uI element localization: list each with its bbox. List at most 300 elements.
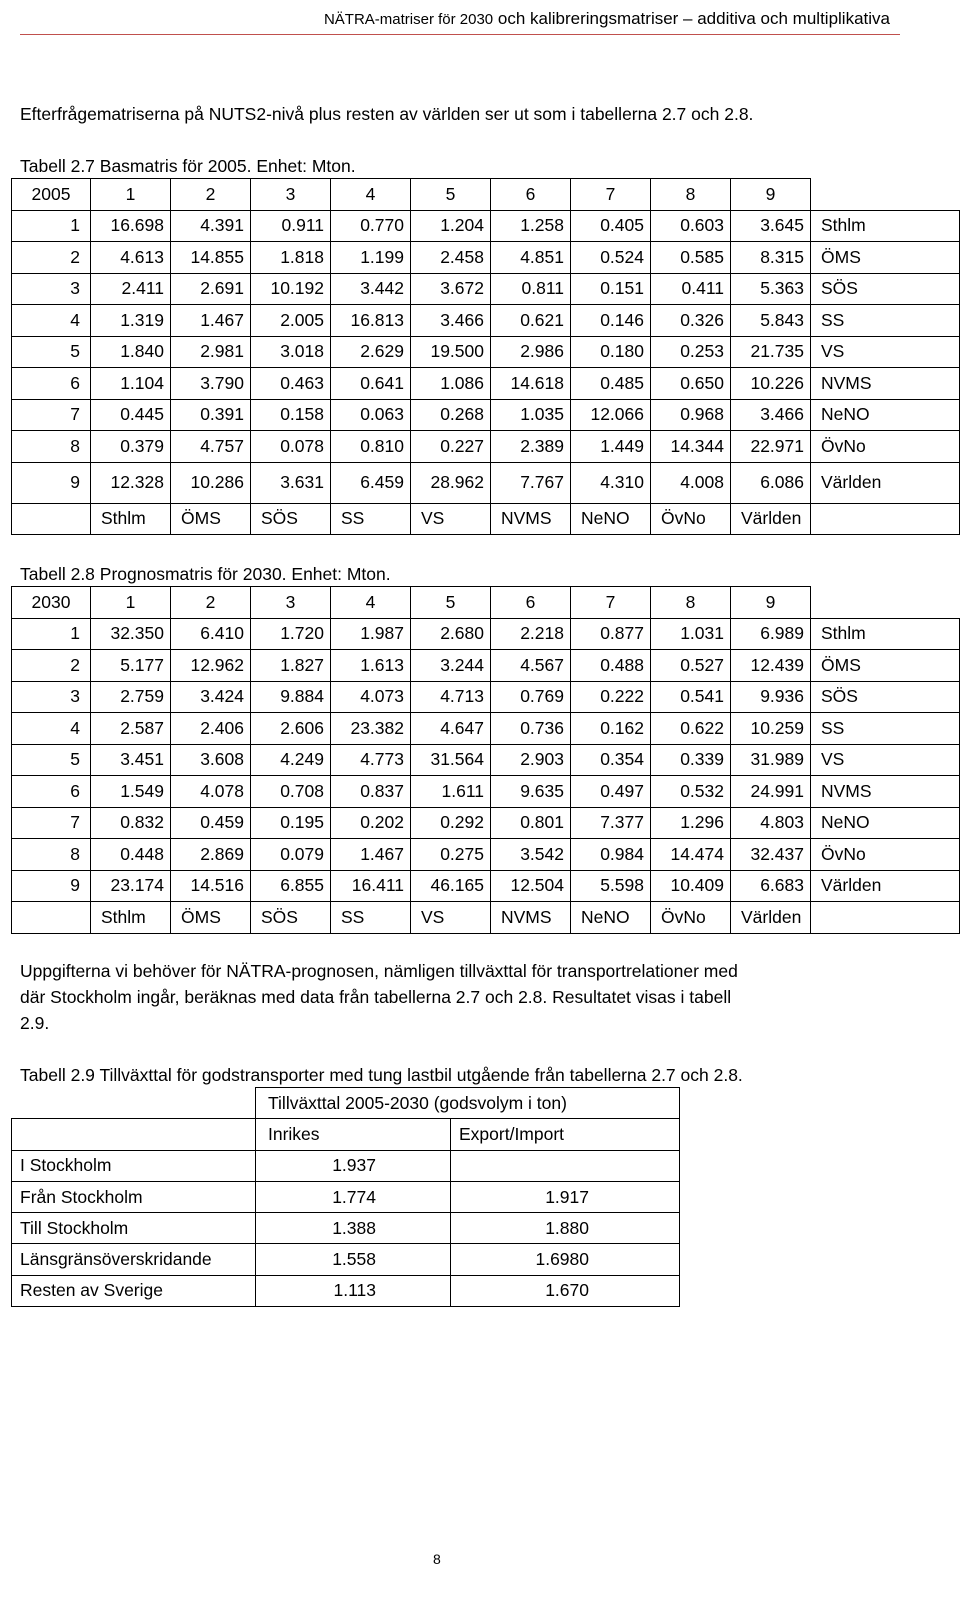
column-label: ÖMS <box>171 503 251 535</box>
table-row <box>12 1181 680 1212</box>
column-header: 2 <box>171 179 251 211</box>
table-cell: 0.524 <box>571 242 651 274</box>
inrikes-value: 1.774 <box>256 1181 451 1212</box>
row-header: 7 <box>12 807 91 839</box>
table-cell: 0.292 <box>411 807 491 839</box>
row-label: NVMS <box>811 368 960 400</box>
table-row <box>12 807 960 839</box>
empty-cell <box>811 902 960 934</box>
column-label: SS <box>331 902 411 934</box>
table-cell: 8.315 <box>731 242 811 274</box>
table-cell: 4.851 <box>491 242 571 274</box>
table-cell: 0.968 <box>651 399 731 431</box>
column-label: SÖS <box>251 902 331 934</box>
table-cell: 4.391 <box>171 210 251 242</box>
table-cell: 2.986 <box>491 336 571 368</box>
row-header: 6 <box>12 776 91 808</box>
table-2-9-caption: Tabell 2.9 Tillväxttal för godstransporter med tung lastbil utgående från tabellerna 2.7 och 2.8. <box>20 1065 743 1085</box>
table-cell: 2.218 <box>491 618 571 650</box>
empty-cell <box>12 1088 256 1119</box>
table-cell: 32.350 <box>91 618 171 650</box>
table-cell: 4.803 <box>731 807 811 839</box>
table-cell: 9.884 <box>251 681 331 713</box>
column-label: VS <box>411 503 491 535</box>
row-label: Resten av Sverige <box>12 1275 256 1306</box>
table-cell: 0.158 <box>251 399 331 431</box>
table-cell: 6.855 <box>251 870 331 902</box>
empty-cell <box>12 1119 256 1150</box>
column-header: 8 <box>651 587 731 619</box>
table-cell: 4.008 <box>651 462 731 503</box>
table-row <box>12 368 960 400</box>
table-cell: 0.770 <box>331 210 411 242</box>
table-cell: 0.391 <box>171 399 251 431</box>
column-header: 7 <box>571 587 651 619</box>
table-2-9-body <box>12 1088 680 1307</box>
row-label: SS <box>811 713 960 745</box>
row-header: 6 <box>12 368 91 400</box>
table-cell: 0.984 <box>571 839 651 871</box>
table-cell: 0.063 <box>331 399 411 431</box>
table-cell: 12.504 <box>491 870 571 902</box>
table-cell: 12.328 <box>91 462 171 503</box>
table-cell: 16.813 <box>331 305 411 337</box>
table-cell: 1.467 <box>331 839 411 871</box>
table-cell: 0.736 <box>491 713 571 745</box>
column-header: 4 <box>331 179 411 211</box>
export-import-value: 1.670 <box>451 1275 680 1306</box>
row-label: Världen <box>811 870 960 902</box>
table-cell: 0.354 <box>571 744 651 776</box>
paragraph-line-2: där Stockholm ingår, beräknas med data från tabellerna 2.7 och 2.8. Resultatet visas i tabell <box>20 987 732 1007</box>
table-cell: 3.451 <box>91 744 171 776</box>
column-label: NeNO <box>571 902 651 934</box>
table-cell: 4.757 <box>171 431 251 463</box>
header-rule <box>20 34 900 35</box>
row-header: 1 <box>12 618 91 650</box>
table-cell: 3.608 <box>171 744 251 776</box>
header-title <box>324 9 890 29</box>
table-cell: 2.903 <box>491 744 571 776</box>
table-cell: 6.989 <box>731 618 811 650</box>
table-2-9-header-row <box>12 1119 680 1150</box>
row-label: SS <box>811 305 960 337</box>
table-cell: 0.162 <box>571 713 651 745</box>
table-cell: 9.936 <box>731 681 811 713</box>
table-cell: 0.405 <box>571 210 651 242</box>
table-cell: 5.843 <box>731 305 811 337</box>
page-header <box>0 0 960 36</box>
row-header: 5 <box>12 744 91 776</box>
column-header: 6 <box>491 179 571 211</box>
column-header: 8 <box>651 179 731 211</box>
row-label: NVMS <box>811 776 960 808</box>
table-row <box>12 399 960 431</box>
table-2-7 <box>11 178 960 535</box>
column-header: 5 <box>411 587 491 619</box>
table-2-9 <box>11 1087 680 1307</box>
table-cell: 0.339 <box>651 744 731 776</box>
table-cell: 0.877 <box>571 618 651 650</box>
column-header: 6 <box>491 587 571 619</box>
table-cell: 3.244 <box>411 650 491 682</box>
table-cell: 22.971 <box>731 431 811 463</box>
table-cell: 0.811 <box>491 273 571 305</box>
table-row <box>12 305 960 337</box>
table-cell: 2.869 <box>171 839 251 871</box>
table-cell: 2.458 <box>411 242 491 274</box>
column-header: 3 <box>251 179 331 211</box>
table-cell: 16.698 <box>91 210 171 242</box>
export-import-value <box>451 1150 680 1181</box>
table-cell: 0.532 <box>651 776 731 808</box>
empty-cell <box>811 179 960 211</box>
table-cell: 16.411 <box>331 870 411 902</box>
table-cell: 0.622 <box>651 713 731 745</box>
column-label: NVMS <box>491 902 571 934</box>
table-row <box>12 870 960 902</box>
table-2-8-body <box>12 587 960 934</box>
table-cell: 9.635 <box>491 776 571 808</box>
table-cell: 6.410 <box>171 618 251 650</box>
row-label: NeNO <box>811 807 960 839</box>
table-cell: 12.962 <box>171 650 251 682</box>
table-row <box>12 242 960 274</box>
row-label: Till Stockholm <box>12 1213 256 1244</box>
row-label: ÖMS <box>811 242 960 274</box>
table-cell: 1.613 <box>331 650 411 682</box>
table-cell: 2.606 <box>251 713 331 745</box>
column-header-inrikes: Inrikes <box>256 1119 451 1150</box>
header-row <box>12 587 960 619</box>
table-cell: 14.516 <box>171 870 251 902</box>
table-cell: 1.296 <box>651 807 731 839</box>
table-cell: 3.790 <box>171 368 251 400</box>
table-row <box>12 618 960 650</box>
table-cell: 1.611 <box>411 776 491 808</box>
table-row <box>12 462 960 503</box>
table-cell: 46.165 <box>411 870 491 902</box>
table-cell: 0.541 <box>651 681 731 713</box>
column-label: NeNO <box>571 503 651 535</box>
row-label: VS <box>811 744 960 776</box>
table-row <box>12 713 960 745</box>
table-cell: 32.437 <box>731 839 811 871</box>
table-cell: 0.326 <box>651 305 731 337</box>
row-header: 8 <box>12 839 91 871</box>
column-label: ÖMS <box>171 902 251 934</box>
table-cell: 0.411 <box>651 273 731 305</box>
column-header: 4 <box>331 587 411 619</box>
table-2-8-caption: Tabell 2.8 Prognosmatris för 2030. Enhet: Mton. <box>20 564 391 584</box>
table-cell: 1.549 <box>91 776 171 808</box>
table-cell: 6.683 <box>731 870 811 902</box>
table-cell: 1.467 <box>171 305 251 337</box>
table-cell: 0.708 <box>251 776 331 808</box>
row-header: 7 <box>12 399 91 431</box>
table-cell: 0.485 <box>571 368 651 400</box>
row-header: 9 <box>12 870 91 902</box>
table-row <box>12 1150 680 1181</box>
column-header: 1 <box>91 179 171 211</box>
table-cell: 19.500 <box>411 336 491 368</box>
table-cell: 1.258 <box>491 210 571 242</box>
inrikes-value: 1.937 <box>256 1150 451 1181</box>
table-cell: 0.151 <box>571 273 651 305</box>
row-header: 3 <box>12 681 91 713</box>
table-cell: 14.474 <box>651 839 731 871</box>
table-cell: 1.720 <box>251 618 331 650</box>
table-2-9-title-row <box>12 1088 680 1119</box>
table-cell: 0.268 <box>411 399 491 431</box>
table-cell: 10.226 <box>731 368 811 400</box>
paragraph-line-3: 2.9. <box>20 1013 50 1033</box>
table-cell: 7.377 <box>571 807 651 839</box>
table-cell: 4.713 <box>411 681 491 713</box>
table-cell: 1.031 <box>651 618 731 650</box>
table-cell: 6.459 <box>331 462 411 503</box>
table-cell: 0.488 <box>571 650 651 682</box>
table-cell: 12.439 <box>731 650 811 682</box>
table-cell: 10.259 <box>731 713 811 745</box>
column-label: ÖvNo <box>651 902 731 934</box>
table-cell: 1.827 <box>251 650 331 682</box>
table-2-7-caption: Tabell 2.7 Basmatris för 2005. Enhet: Mton. <box>20 156 356 176</box>
row-label: Sthlm <box>811 210 960 242</box>
table-cell: 1.319 <box>91 305 171 337</box>
column-label: VS <box>411 902 491 934</box>
column-header: 3 <box>251 587 331 619</box>
table-cell: 0.603 <box>651 210 731 242</box>
empty-cell <box>12 503 91 535</box>
table-2-8 <box>11 586 960 934</box>
row-label: SÖS <box>811 273 960 305</box>
table-cell: 4.310 <box>571 462 651 503</box>
table-row <box>12 681 960 713</box>
table-cell: 0.641 <box>331 368 411 400</box>
page-number: 8 <box>433 1551 441 1567</box>
table-cell: 0.180 <box>571 336 651 368</box>
column-header: 7 <box>571 179 651 211</box>
table-cell: 3.631 <box>251 462 331 503</box>
table-cell: 2.587 <box>91 713 171 745</box>
row-header: 4 <box>12 713 91 745</box>
table-2-9-title: Tillväxttal 2005-2030 (godsvolym i ton) <box>256 1088 680 1119</box>
table-cell: 23.382 <box>331 713 411 745</box>
table-cell: 6.086 <box>731 462 811 503</box>
table-cell: 0.911 <box>251 210 331 242</box>
empty-cell <box>811 503 960 535</box>
table-cell: 31.564 <box>411 744 491 776</box>
table-cell: 0.585 <box>651 242 731 274</box>
table-cell: 3.466 <box>731 399 811 431</box>
header-title-part1: NÄTRA-matriser för 2030 <box>323 11 494 28</box>
table-row <box>12 839 960 871</box>
table-cell: 0.146 <box>571 305 651 337</box>
table-cell: 10.286 <box>171 462 251 503</box>
table-cell: 0.227 <box>411 431 491 463</box>
column-header-export: Export/Import <box>451 1119 680 1150</box>
table-cell: 0.650 <box>651 368 731 400</box>
column-header: 5 <box>411 179 491 211</box>
row-label: SÖS <box>811 681 960 713</box>
table-cell: 0.195 <box>251 807 331 839</box>
table-cell: 0.275 <box>411 839 491 871</box>
table-cell: 3.645 <box>731 210 811 242</box>
table-row <box>12 431 960 463</box>
table-cell: 3.424 <box>171 681 251 713</box>
column-label: SS <box>331 503 411 535</box>
table-cell: 21.735 <box>731 336 811 368</box>
table-cell: 0.527 <box>651 650 731 682</box>
table-cell: 4.249 <box>251 744 331 776</box>
column-label: Världen <box>731 902 811 934</box>
column-header: 2 <box>171 587 251 619</box>
table-cell: 0.202 <box>331 807 411 839</box>
row-header: 2 <box>12 650 91 682</box>
table-cell: 0.222 <box>571 681 651 713</box>
column-header: 9 <box>731 179 811 211</box>
paragraph-line-1: Uppgifterna vi behöver för NÄTRA-prognosen, nämligen tillväxttal för transportrelationer med <box>20 961 738 981</box>
row-label: Världen <box>811 462 960 503</box>
table-cell: 1.086 <box>411 368 491 400</box>
row-label: I Stockholm <box>12 1150 256 1181</box>
table-cell: 14.855 <box>171 242 251 274</box>
table-cell: 0.459 <box>171 807 251 839</box>
table-cell: 1.818 <box>251 242 331 274</box>
table-cell: 4.647 <box>411 713 491 745</box>
table-cell: 0.832 <box>91 807 171 839</box>
table-cell: 1.199 <box>331 242 411 274</box>
empty-cell <box>811 587 960 619</box>
table-cell: 4.567 <box>491 650 571 682</box>
empty-cell <box>12 902 91 934</box>
table-row <box>12 1213 680 1244</box>
table-cell: 0.079 <box>251 839 331 871</box>
row-header: 4 <box>12 305 91 337</box>
table-cell: 0.497 <box>571 776 651 808</box>
table-2-7-body <box>12 179 960 535</box>
row-label: ÖMS <box>811 650 960 682</box>
table-cell: 3.542 <box>491 839 571 871</box>
table-cell: 1.987 <box>331 618 411 650</box>
table-cell: 0.445 <box>91 399 171 431</box>
table-cell: 1.204 <box>411 210 491 242</box>
row-header: 2 <box>12 242 91 274</box>
export-import-value: 1.6980 <box>451 1244 680 1275</box>
export-import-value: 1.880 <box>451 1213 680 1244</box>
table-row <box>12 336 960 368</box>
table-cell: 0.837 <box>331 776 411 808</box>
table-cell: 5.177 <box>91 650 171 682</box>
table-cell: 2.406 <box>171 713 251 745</box>
column-header: 1 <box>91 587 171 619</box>
table-cell: 3.672 <box>411 273 491 305</box>
table-cell: 24.991 <box>731 776 811 808</box>
table-cell: 31.989 <box>731 744 811 776</box>
footer-row <box>12 902 960 934</box>
table-cell: 0.463 <box>251 368 331 400</box>
table-cell: 3.466 <box>411 305 491 337</box>
table-row <box>12 744 960 776</box>
table-cell: 3.018 <box>251 336 331 368</box>
table-cell: 0.801 <box>491 807 571 839</box>
row-label: Länsgränsöverskridande <box>12 1244 256 1275</box>
row-header: 5 <box>12 336 91 368</box>
table-cell: 4.073 <box>331 681 411 713</box>
table-cell: 1.104 <box>91 368 171 400</box>
table-cell: 1.840 <box>91 336 171 368</box>
row-label: ÖvNo <box>811 431 960 463</box>
table-row <box>12 273 960 305</box>
column-label: Sthlm <box>91 503 171 535</box>
table-cell: 2.411 <box>91 273 171 305</box>
table-cell: 14.618 <box>491 368 571 400</box>
row-label: ÖvNo <box>811 839 960 871</box>
export-import-value: 1.917 <box>451 1181 680 1212</box>
intro-paragraph: Efterfrågematriserna på NUTS2-nivå plus resten av världen ser ut som i tabellerna 2.7 och 2.8. <box>20 104 754 124</box>
table-cell: 2.691 <box>171 273 251 305</box>
table-cell: 0.769 <box>491 681 571 713</box>
inrikes-value: 1.388 <box>256 1213 451 1244</box>
table-cell: 2.629 <box>331 336 411 368</box>
table-cell: 2.981 <box>171 336 251 368</box>
table-cell: 14.344 <box>651 431 731 463</box>
table-cell: 28.962 <box>411 462 491 503</box>
footer-row <box>12 503 960 535</box>
column-label: SÖS <box>251 503 331 535</box>
row-header: 9 <box>12 462 91 503</box>
table-cell: 12.066 <box>571 399 651 431</box>
table-row <box>12 1275 680 1306</box>
table-cell: 2.759 <box>91 681 171 713</box>
column-label: Världen <box>731 503 811 535</box>
row-header: 1 <box>12 210 91 242</box>
header-title-part2: och kalibreringsmatriser – additiva och multiplikativa <box>493 9 890 28</box>
table-cell: 23.174 <box>91 870 171 902</box>
table-cell: 1.035 <box>491 399 571 431</box>
row-header: 8 <box>12 431 91 463</box>
row-label: Från Stockholm <box>12 1181 256 1212</box>
table-cell: 7.767 <box>491 462 571 503</box>
table-row <box>12 210 960 242</box>
column-label: NVMS <box>491 503 571 535</box>
inrikes-value: 1.558 <box>256 1244 451 1275</box>
table-cell: 1.449 <box>571 431 651 463</box>
table-cell: 2.680 <box>411 618 491 650</box>
table-cell: 0.379 <box>91 431 171 463</box>
table-cell: 4.773 <box>331 744 411 776</box>
row-label: VS <box>811 336 960 368</box>
table-cell: 10.409 <box>651 870 731 902</box>
table-cell: 5.598 <box>571 870 651 902</box>
table-cell: 0.810 <box>331 431 411 463</box>
header-row <box>12 179 960 211</box>
table-cell: 0.621 <box>491 305 571 337</box>
table-cell: 0.448 <box>91 839 171 871</box>
year-cell: 2030 <box>12 587 91 619</box>
table-cell: 0.253 <box>651 336 731 368</box>
row-label: Sthlm <box>811 618 960 650</box>
table-cell: 2.005 <box>251 305 331 337</box>
inrikes-value: 1.113 <box>256 1275 451 1306</box>
table-cell: 0.078 <box>251 431 331 463</box>
column-label: ÖvNo <box>651 503 731 535</box>
table-cell: 5.363 <box>731 273 811 305</box>
year-cell: 2005 <box>12 179 91 211</box>
table-cell: 4.078 <box>171 776 251 808</box>
table-row <box>12 776 960 808</box>
